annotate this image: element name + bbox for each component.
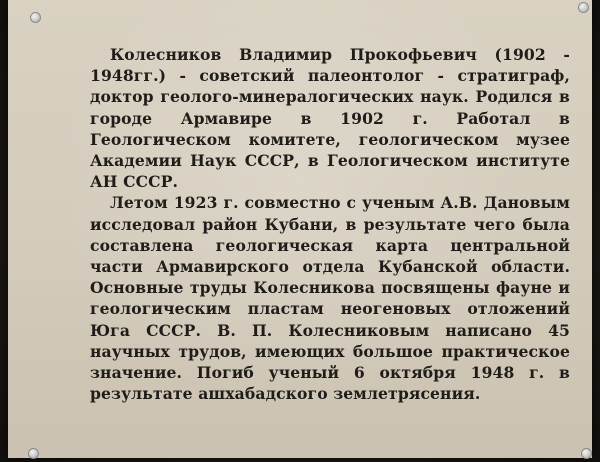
pin-icon: [30, 12, 41, 23]
biography-paragraph-2: Летом 1923 г. совместно с ученым А.В. Дановым исследовал район Кубани, в результате чего была составлена геологическая карта центральной части Армавирского отдела Кубанской области. Основные труды Колесникова посвящены фауне и геологическим пластам неогеновых отложений Юга СССР. В. П. Колесниковым написано 45 научных трудов, имеющих большое практическое значение. Погиб ученый 6 октября 1948 г. в результате ашхабадского землетрясения.: [90, 193, 570, 404]
pin-icon: [28, 448, 39, 459]
museum-label-sheet: [8, 0, 592, 458]
label-text: [90, 44, 570, 404]
biography-paragraph-1: Колесников Владимир Прокофьевич (1902 - 1948гг.) - советский палеонтолог - стратиграф, доктор геолого-минералогических наук. Родился в городе Армавире в 1902 г. Работал в Геологическом комитете, геологическом музее Академии Наук СССР, в Геологическом институте АН СССР.: [90, 45, 570, 192]
pin-icon: [578, 2, 589, 13]
pin-icon: [581, 448, 592, 459]
